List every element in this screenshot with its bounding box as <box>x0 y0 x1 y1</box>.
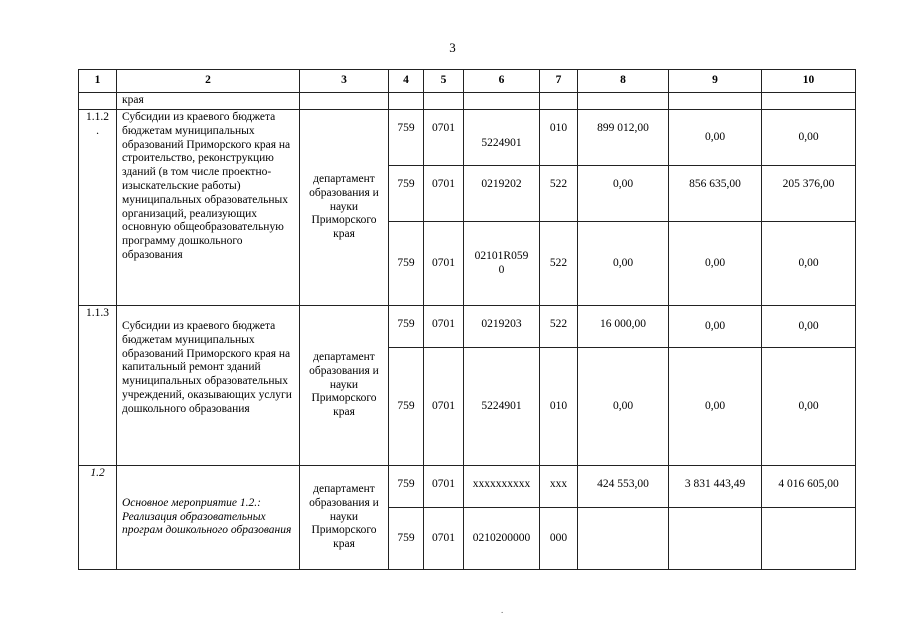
section-dept: департамент образования и науки Приморского края <box>300 306 389 466</box>
cell-c10: 4 016 605,00 <box>762 466 856 508</box>
cell-c4: 759 <box>389 306 424 348</box>
cell-c8: 424 553,00 <box>578 466 669 508</box>
cell-c10: 0,00 <box>762 348 856 466</box>
section-id: 1.1.3 <box>79 306 117 466</box>
cell-c6: 0219202 <box>464 166 540 222</box>
cell-c9: 0,00 <box>669 306 762 348</box>
section-id: 1.1.2 . <box>79 110 117 306</box>
cell-c5: 0701 <box>424 166 464 222</box>
cell-c6: 0219203 <box>464 306 540 348</box>
budget-table <box>78 69 856 570</box>
cell-c9: 3 831 443,49 <box>669 466 762 508</box>
cell-c9 <box>669 508 762 570</box>
header-col-10: 10 <box>762 70 856 93</box>
cell-c5: 0701 <box>424 466 464 508</box>
cell-c10: 0,00 <box>762 222 856 306</box>
cell-c9: 856 635,00 <box>669 166 762 222</box>
cell-c7: 000 <box>540 508 578 570</box>
cell-c6: 5224901 <box>464 348 540 466</box>
cell-c10 <box>762 508 856 570</box>
header-row <box>79 70 856 93</box>
cell-c5: 0701 <box>424 306 464 348</box>
cell-c9: 0,00 <box>669 348 762 466</box>
cell-c7: 010 <box>540 110 578 166</box>
cell-c6: 5224901 <box>464 110 540 166</box>
cell-c4: 759 <box>389 348 424 466</box>
cell-c10: 0,00 <box>762 306 856 348</box>
cell-c7: 010 <box>540 348 578 466</box>
cell-c4: 759 <box>389 466 424 508</box>
cell-c4: 759 <box>389 508 424 570</box>
header-col-9: 9 <box>669 70 762 93</box>
cell-c8: 0,00 <box>578 222 669 306</box>
cell-c5: 0701 <box>424 508 464 570</box>
section-desc: Субсидии из краевого бюджета бюджетам муниципальных образований Приморского края на строительство, реконструкцию зданий (в том числе проектно-изыскательские работы) муниципальных образовательных организаций, реализующих основную общеобразовательную программу дошкольного образования <box>117 110 300 306</box>
section-dept: департамент образования и науки Приморского края <box>300 110 389 306</box>
header-col-2: 2 <box>117 70 300 93</box>
header-col-6: 6 <box>464 70 540 93</box>
section-dept: департамент образования и науки Приморского края <box>300 466 389 570</box>
scan-speck: . <box>501 605 504 615</box>
cell-c8: 16 000,00 <box>578 306 669 348</box>
table-row <box>79 306 856 348</box>
cell-c6: xxxxxxxxxx <box>464 466 540 508</box>
cell-c5: 0701 <box>424 110 464 166</box>
cell-c8: 0,00 <box>578 166 669 222</box>
header-col-5: 5 <box>424 70 464 93</box>
cell-c5: 0701 <box>424 222 464 306</box>
cell-c4: 759 <box>389 110 424 166</box>
cell-c8: 899 012,00 <box>578 110 669 166</box>
section-desc: Субсидии из краевого бюджета бюджетам муниципальных образований Приморского края на капитальный ремонт зданий муниципальных образовательных учреждений, оказывающих услуги дошкольного образования <box>117 306 300 466</box>
cell-c8: 0,00 <box>578 348 669 466</box>
cell-c5: 0701 <box>424 348 464 466</box>
section-id: 1.2 <box>79 466 117 570</box>
continuation-desc: края <box>117 93 300 110</box>
cell-c7: 522 <box>540 222 578 306</box>
cell-c4: 759 <box>389 222 424 306</box>
cell-c6: 0210200000 <box>464 508 540 570</box>
header-col-7: 7 <box>540 70 578 93</box>
cell-c7: xxx <box>540 466 578 508</box>
table-row <box>79 466 856 508</box>
cell-c4: 759 <box>389 166 424 222</box>
continuation-row <box>79 93 856 110</box>
cell-c9: 0,00 <box>669 110 762 166</box>
cell-c10: 205 376,00 <box>762 166 856 222</box>
cell-c7: 522 <box>540 306 578 348</box>
header-col-8: 8 <box>578 70 669 93</box>
header-col-1: 1 <box>79 70 117 93</box>
page-number: 3 <box>449 40 456 55</box>
cell-c10: 0,00 <box>762 110 856 166</box>
cell-c7: 522 <box>540 166 578 222</box>
cell-c8 <box>578 508 669 570</box>
cell-c6: 02101R059 0 <box>464 222 540 306</box>
header-col-3: 3 <box>300 70 389 93</box>
table-row <box>79 110 856 166</box>
cell-c9: 0,00 <box>669 222 762 306</box>
header-col-4: 4 <box>389 70 424 93</box>
section-desc: Основное мероприятие 1.2.: Реализация образовательных програм дошкольного образования <box>117 466 300 570</box>
